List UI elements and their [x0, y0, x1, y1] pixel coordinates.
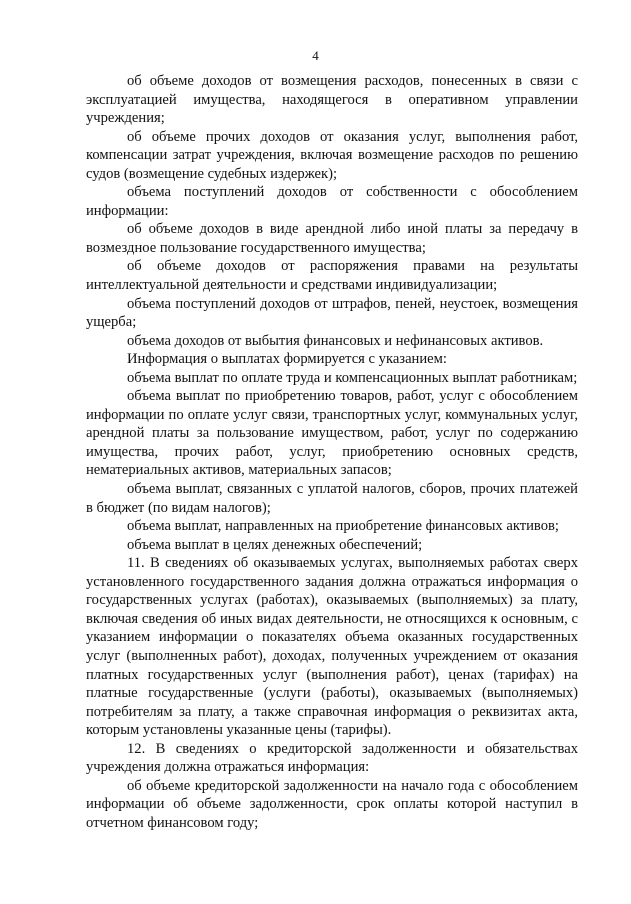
paragraph-income-asset-disposal: объема доходов от выбытия финансовых и нефинансовых активов. [127, 332, 544, 349]
paragraph-payments-financial-assets: объема выплат, направленных на приобретение финансовых активов; [127, 518, 559, 535]
paragraph-payments-goods-services: объема выплат по приобретению товаров, работ, услуг с обособлением информации по оплате услуг связи, транспортных услуг, коммунальных услуг, арендной платы за пользование имуществом, работ, услуг по содержанию имущества, прочих работ, услуг, приобретению основных средств, нематериальных активов, материальных запасов; [86, 388, 578, 479]
paragraph-income-rent: об объеме доходов в виде арендной либо иной платы за передачу в возмездное пользование государственного имущества; [86, 221, 578, 256]
paragraph-income-property: объема поступлений доходов от собственности с обособлением информации: [86, 184, 578, 219]
page-number: 4 [312, 48, 319, 63]
paragraph-section-11: 11. В сведениях об оказываемых услугах, выполняемых работах сверх установленного государственного задания должна отражаться информация о государственных услугах (работах), оказываемых (выполняемых) за плату, включая сведения об иных видах деятельности, не относящихся к основным, с указанием информации о показателях объема оказанных государственных услуг (выполненных работ), доходах, полученных учреждением от оказания платных государственных услуг (выполнения работ), ценах (тарифах) на платные государственные (услуги (работы), оказываемых (выполняемых) потребителям за плату, а также справочная информация о реквизитах акта, которым установлены указанные цены (тарифы). [86, 555, 578, 739]
paragraph-payments-taxes: объема выплат, связанных с уплатой налогов, сборов, прочих платежей в бюджет (по видам налогов); [86, 481, 578, 516]
paragraph-payments-salary: объема выплат по оплате труда и компенсационных выплат работникам; [127, 369, 578, 386]
paragraph-creditor-debt: об объеме кредиторской задолженности на начало года с обособлением информации об объеме задолженности, срок оплаты которой наступил в отчетном финансовом году; [86, 777, 578, 831]
paragraph-income-intellectual-rights: об объеме доходов от распоряжения правами на результаты интеллектуальной деятельности и средствами индивидуализации; [86, 258, 578, 294]
paragraph-payments-intro: Информация о выплатах формируется с указанием: [127, 351, 447, 368]
paragraph-income-other-services: об объеме прочих доходов от оказания услуг, выполнения работ, компенсации затрат учреждения, включая возмещение расходов по решению судов (возмещение судебных издержек); [86, 128, 578, 182]
paragraph-payments-cash-provision: объема выплат в целях денежных обеспечений; [127, 536, 423, 553]
document-body [86, 72, 578, 832]
paragraph-income-penalties: объема поступлений доходов от штрафов, пеней, неустоек, возмещения ущерба; [86, 295, 578, 331]
paragraph-income-property-expenses: об объеме доходов от возмещения расходов, понесенных в связи с эксплуатацией имущества, находящегося в оперативном управлении учреждения; [86, 73, 578, 127]
paragraph-section-12: 12. В сведениях о кредиторской задолженности и обязательствах учреждения должна отражаться информация: [86, 740, 578, 776]
